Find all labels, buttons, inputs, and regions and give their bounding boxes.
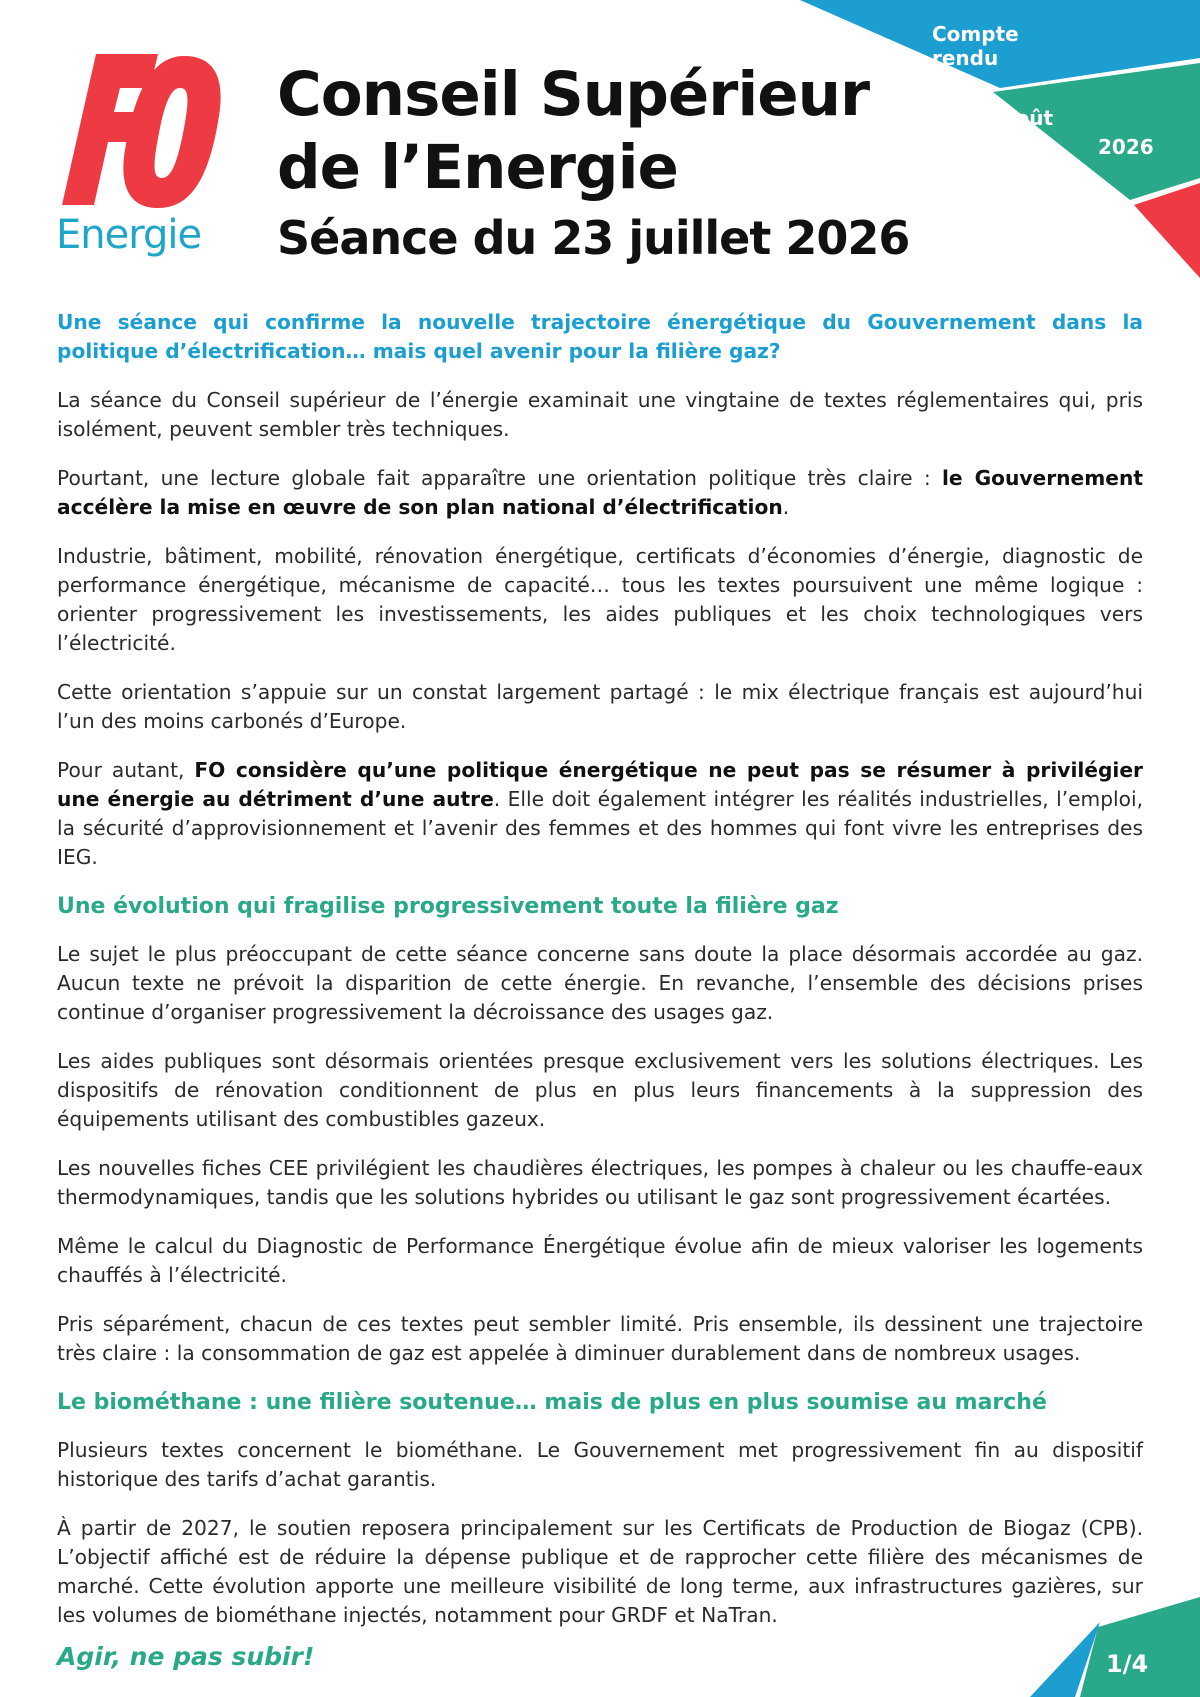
text-run: Pourtant, une lecture globale fait apparaître une orientation politique très claire : — [57, 466, 943, 490]
section-heading: Le biométhane : une filière soutenue… mais de plus en plus soumise au marché — [57, 1390, 1047, 1415]
document-type-tag: Compte rendu — [932, 22, 1019, 70]
session-date-title: Séance du 23 juillet 2026 — [277, 211, 910, 265]
lead-paragraph: Une séance qui confirme la nouvelle trajectoire énergétique du Gouvernement dans la politique d’électrification… mais quel avenir pour la filière gaz? — [57, 310, 1143, 363]
document-date-tag — [1000, 104, 1160, 162]
logo-subtitle: Energie — [56, 212, 202, 258]
red-banner-shape — [1134, 183, 1200, 278]
footer-slogan: Agir, ne pas subir! — [57, 1642, 315, 1671]
date-year: 2026 — [1098, 135, 1154, 159]
paragraph: Cette orientation s’appuie sur un constat largement partagé : le mix électrique français est aujourd’hui l’un des moins carbonés d’Europe. — [57, 680, 1143, 733]
section-heading: Une évolution qui fragilise progressivement toute la filière gaz — [57, 894, 839, 919]
title-line-2: de l’Energie — [277, 132, 678, 203]
paragraph: Pris séparément, chacun de ces textes peut sembler limité. Pris ensemble, ils dessinent une trajectoire très claire : la consommation de gaz est appelée à diminuer durablement dans de nombreux usages. — [57, 1312, 1143, 1365]
paragraph: La séance du Conseil supérieur de l’énergie examinait une vingtaine de textes réglementaires qui, pris isolément, peuvent sembler très techniques. — [57, 388, 1143, 441]
paragraph — [57, 464, 1143, 522]
page-number: 1/4 — [1106, 1650, 1149, 1678]
paragraph: Plusieurs textes concernent le biométhane. Le Gouvernement met progressivement fin au dispositif historique des tarifs d’achat garantis. — [57, 1438, 1143, 1491]
text-run: . — [782, 495, 790, 519]
title-line-1: Conseil Supérieur — [277, 59, 870, 130]
bold-text-run: le Gouvernement accélère la mise en œuvre de son plan national d’électrification — [57, 466, 1143, 519]
paragraph: Industrie, bâtiment, mobilité, rénovation énergétique, certificats d’économies d’énergie, diagnostic de performance énergétique, mécanisme de capacité… tous les textes poursuivent une même logique : orienter progressivement les investissements, les aides publiques et les choix technologiques vers l’électricité. — [57, 544, 1143, 655]
paragraph: Le sujet le plus préoccupant de cette séance concerne sans doute la place désormais accordée au gaz. Aucun texte ne prévoit la disparition de cette énergie. En revanche, l’ensemble des décisions prises continue d’organiser progressivement la décroissance des usages gaz. — [57, 942, 1143, 1024]
text-run: Pour autant, — [57, 758, 195, 782]
paragraph: Même le calcul du Diagnostic de Performance Énergétique évolue afin de mieux valoriser les logements chauffés à l’électricité. — [57, 1234, 1143, 1287]
paragraph — [57, 756, 1143, 872]
paragraph: Les aides publiques sont désormais orientées presque exclusivement vers les solutions électriques. Les dispositifs de rénovation conditionnent de plus en plus leurs financements à la suppression des équipements utilisant des combustibles gazeux. — [57, 1049, 1143, 1131]
main-content — [57, 308, 1143, 1650]
text-run: . Elle doit également intégrer les réalités industrielles, l’emploi, la sécurité d’approvisionnement et l’avenir des femmes et des hommes qui font vivre les entreprises des IEG. — [57, 787, 1143, 869]
paragraph: À partir de 2027, le soutien reposera principalement sur les Certificats de Production de Biogaz (CPB). L’objectif affiché est de réduire la dépense publique et de rapprocher cette filière des mécanismes de marché. Cette évolution apporte une meilleure visibilité de long terme, aux infrastructures gazières, sur les volumes de biométhane injectés, notamment pour GRDF et NaTran. — [57, 1516, 1143, 1627]
paragraph: Les nouvelles fiches CEE privilégient les chaudières électriques, les pompes à chaleur ou les chauffe-eaux thermodynamiques, tandis que les solutions hybrides ou utilisant le gaz sont progressivement écartées. — [57, 1156, 1143, 1209]
fo-logo-mark — [58, 50, 228, 210]
fo-energie-logo — [50, 50, 230, 260]
page-title — [277, 58, 917, 268]
date-month: Août — [1000, 106, 1054, 130]
bold-text-run: FO considère qu’une politique énergétique ne peut pas se résumer à privilégier une énergie au détriment d’une autre — [57, 758, 1143, 811]
